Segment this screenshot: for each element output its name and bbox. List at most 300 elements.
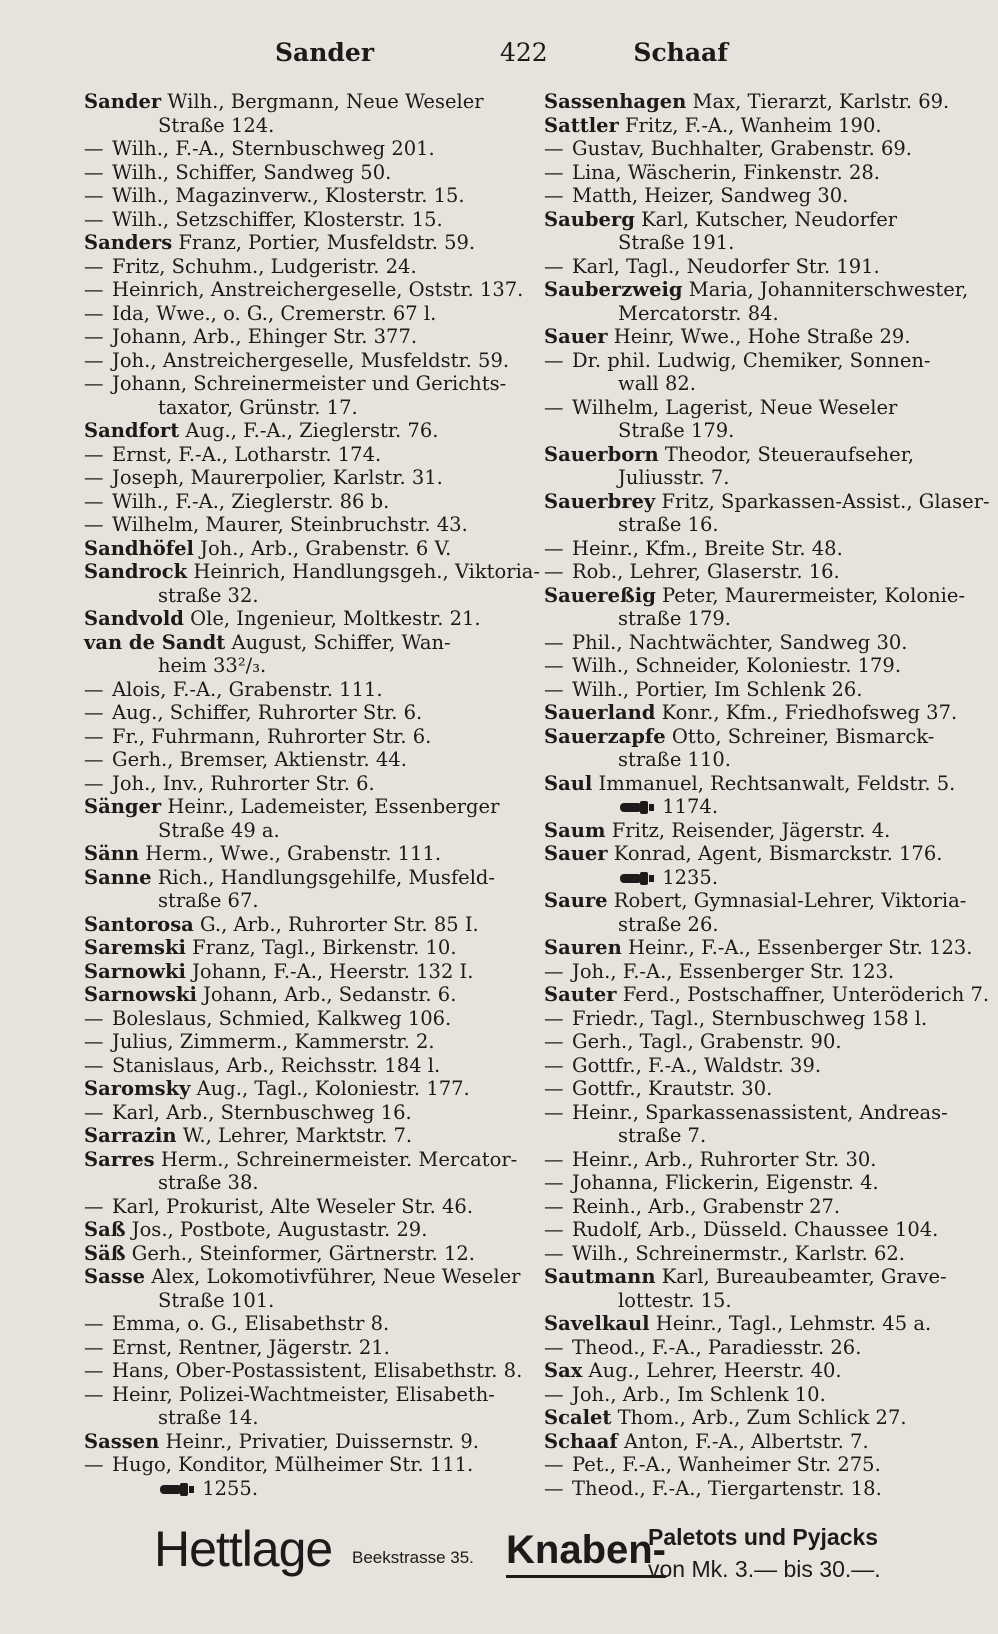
entry-details: Karl, Prokurist, Alte Weseler Str. 46. <box>112 1194 474 1218</box>
repeat-dash: — <box>544 160 564 184</box>
entry-details: Peter, Maurermeister, Kolonie- <box>662 583 966 607</box>
directory-entry <box>544 184 970 208</box>
surname: Sauter <box>544 983 617 1006</box>
surname: Sauberzweig <box>544 278 683 301</box>
directory-entry <box>84 960 510 984</box>
entry-details: Immanuel, Rechtsanwalt, Feldstr. 5. <box>598 771 956 795</box>
header-right-keyword: Schaaf <box>633 38 728 67</box>
entry-details: Johann, Arb., Sedanstr. 6. <box>203 983 457 1006</box>
directory-entry <box>84 1453 510 1477</box>
entry-details: Wilh., F.-A., Zieglerstr. 86 b. <box>112 489 390 513</box>
directory-entry <box>544 936 973 960</box>
directory-entry <box>544 1406 970 1430</box>
entry-details: Aug., F.-A., Zieglerstr. 76. <box>185 419 439 442</box>
left-column <box>84 90 541 1500</box>
directory-entry <box>544 584 970 631</box>
directory-entry <box>544 1359 970 1383</box>
directory-entry <box>84 419 510 443</box>
directory-entry <box>84 1030 510 1054</box>
surname: Sander <box>84 90 162 113</box>
page-header <box>80 38 918 74</box>
directory-entry <box>84 1242 510 1266</box>
entry-continuation: Straße 49 a. <box>158 818 280 842</box>
surname: Scalet <box>544 1406 612 1429</box>
repeat-dash: — <box>84 771 104 795</box>
entry-details: Wilh., Schneider, Koloniestr. 179. <box>572 654 902 677</box>
right-column <box>544 90 990 1500</box>
entry-details: Fritz, Reisender, Jägerstr. 4. <box>611 818 891 842</box>
directory-entry <box>84 1124 510 1148</box>
repeat-dash: — <box>544 184 564 207</box>
directory-entry <box>84 701 510 725</box>
entry-details: Karl, Bureaubeamter, Grave- <box>661 1265 947 1288</box>
entry-details: Joh., Arb., Im Schlenk 10. <box>572 1382 826 1406</box>
entry-continuation: heim 33²/₃. <box>158 654 267 677</box>
entry-details: Heinr, Polizei-Wachtmeister, Elisabeth- <box>112 1382 495 1406</box>
repeat-dash: — <box>544 1218 564 1241</box>
entry-details: Heinr, Wwe., Hohe Straße 29. <box>613 325 911 348</box>
entry-details: Herm., Schreinermeister. Mercator- <box>160 1147 518 1171</box>
directory-entry <box>544 654 970 678</box>
repeat-dash: — <box>544 560 564 583</box>
directory-entry <box>544 1030 970 1054</box>
entry-details: Aug., Tagl., Koloniestr. 177. <box>196 1077 470 1100</box>
telephone-icon <box>618 869 656 887</box>
entry-continuation: straße 179. <box>618 607 731 630</box>
repeat-dash: — <box>84 701 104 724</box>
entry-details: Wilh., Setzschiffer, Klosterstr. 15. <box>112 207 443 231</box>
surname: Säß <box>84 1241 126 1265</box>
surname: Sanders <box>84 231 173 254</box>
entry-details: Wilh., Magazinverw., Klosterstr. 15. <box>112 184 465 207</box>
directory-entry <box>84 231 510 255</box>
entry-continuation: straße 26. <box>618 912 719 936</box>
directory-entry <box>84 795 510 842</box>
repeat-dash: — <box>84 207 104 231</box>
directory-entry <box>84 748 510 772</box>
surname: Santorosa <box>84 912 194 936</box>
directory-entry <box>84 255 510 279</box>
directory-entry <box>84 208 510 232</box>
repeat-dash: — <box>544 1147 564 1171</box>
entry-details: Heinrich, Anstreichergeselle, Oststr. 137. <box>112 278 524 301</box>
entry-details: Max, Tierarzt, Karlstr. 69. <box>692 90 950 113</box>
directory-entry <box>544 396 970 443</box>
directory-entry <box>84 137 510 161</box>
surname: Sauberg <box>544 207 635 231</box>
entry-details: Boleslaus, Schmied, Kalkweg 106. <box>112 1006 452 1030</box>
entry-continuation: straße 32. <box>158 583 259 607</box>
entry-continuation: straße 16. <box>618 513 719 536</box>
directory-entry <box>544 725 970 772</box>
directory-entry <box>84 1147 518 1195</box>
repeat-dash: — <box>84 1453 104 1476</box>
surname: Sattler <box>544 113 619 137</box>
repeat-dash: — <box>84 348 104 372</box>
entry-details: Fritz, Sparkassen-Assist., Glaser- <box>661 489 990 513</box>
entry-details: Stanislaus, Arb., Reichsstr. 184 l. <box>112 1053 441 1077</box>
entry-details: Heinr., Kfm., Breite Str. 48. <box>572 536 843 560</box>
repeat-dash: — <box>84 1100 104 1124</box>
directory-entry <box>544 114 970 138</box>
directory-entry <box>544 1195 970 1219</box>
directory-entry <box>84 537 510 561</box>
entry-details: Fritz, Schuhm., Ludgeristr. 24. <box>112 254 417 278</box>
directory-entry <box>544 560 970 584</box>
directory-entry <box>84 372 510 419</box>
entry-details: Ernst, F.-A., Lotharstr. 174. <box>112 442 382 466</box>
directory-entry <box>84 1312 510 1336</box>
entry-details: Herm., Wwe., Grabenstr. 111. <box>145 842 442 865</box>
entry-details: Wilh., F.-A., Sternbuschweg 201. <box>112 137 435 160</box>
entry-details: Heinr., Tagl., Lehmstr. 45 a. <box>655 1312 932 1335</box>
entry-details: Gottfr., F.-A., Waldstr. 39. <box>572 1053 822 1077</box>
surname: Sasse <box>84 1265 146 1288</box>
directory-entry <box>544 278 970 325</box>
entry-details: Maria, Johanniterschwester, <box>688 278 969 301</box>
entry-details: Konrad, Agent, Bismarckstr. 176. <box>613 842 943 865</box>
repeat-dash: — <box>84 184 104 207</box>
entry-details: Aug., Lehrer, Heerstr. 40. <box>588 1359 842 1382</box>
entry-details: Dr. phil. Ludwig, Chemiker, Sonnen- <box>572 348 931 372</box>
repeat-dash: — <box>84 160 104 184</box>
telephone-number: 1235. <box>656 865 719 889</box>
directory-entry <box>544 1312 970 1336</box>
directory-entry <box>544 325 970 349</box>
entry-details: Joh., Arb., Grabenstr. 6 V. <box>200 536 452 560</box>
page-number: 422 <box>500 38 548 67</box>
surname: Sauren <box>544 936 622 959</box>
entry-details: Konr., Kfm., Friedhofsweg 37. <box>661 701 958 724</box>
ad-brand: Hettlage <box>154 1521 333 1577</box>
directory-entry <box>544 1101 970 1148</box>
entry-details: Emma, o. G., Elisabethstr 8. <box>112 1312 390 1335</box>
repeat-dash: — <box>544 1006 564 1030</box>
entry-continuation: taxator, Grünstr. 17. <box>158 395 358 419</box>
repeat-dash: — <box>544 1030 564 1053</box>
repeat-dash: — <box>84 1006 104 1030</box>
directory-entry <box>544 255 970 279</box>
surname: Savelkaul <box>544 1312 650 1335</box>
entry-continuation: Straße 179. <box>618 419 735 442</box>
directory-entry <box>544 349 970 396</box>
ad-knaben: Knaben- <box>506 1528 666 1578</box>
entry-details: Alois, F.-A., Grabenstr. 111. <box>112 677 383 701</box>
repeat-dash: — <box>84 1382 104 1406</box>
entry-details: Heinrich, Handlungsgeh., Viktoria- <box>193 560 541 583</box>
surname: Sauerbrey <box>544 489 656 513</box>
entry-details: Hugo, Konditor, Mülheimer Str. 111. <box>112 1453 474 1476</box>
entry-details: Wilh., Portier, Im Schlenk 26. <box>572 677 863 701</box>
repeat-dash: — <box>84 1030 104 1053</box>
entry-details: Friedr., Tagl., Sternbuschweg 158 l. <box>572 1006 928 1030</box>
directory-entry <box>544 866 970 890</box>
directory-entry <box>544 889 970 936</box>
entry-details: Wilh., Schiffer, Sandweg 50. <box>112 160 392 184</box>
directory-entry <box>84 1430 510 1454</box>
directory-entry <box>84 161 510 185</box>
entry-details: Wilhelm, Lagerist, Neue Weseler <box>572 395 898 419</box>
directory-entry <box>84 678 510 702</box>
entry-details: Joseph, Maurerpolier, Karlstr. 31. <box>112 466 443 489</box>
repeat-dash: — <box>544 677 564 701</box>
directory-entry <box>544 1336 970 1360</box>
ad-address: Beekstrasse 35. <box>352 1548 474 1567</box>
directory-entry <box>84 184 510 208</box>
entry-details: Johann, F.-A., Heerstr. 132 I. <box>192 959 474 983</box>
repeat-dash: — <box>84 1335 104 1359</box>
directory-entry <box>544 1242 970 1266</box>
entry-details: Fr., Fuhrmann, Ruhrorter Str. 6. <box>112 724 432 748</box>
repeat-dash: — <box>544 1335 564 1359</box>
telephone-icon <box>158 1480 196 1498</box>
directory-entry <box>84 490 510 514</box>
entry-details: G., Arb., Ruhrorter Str. 85 I. <box>200 912 479 936</box>
entry-details: Karl, Arb., Sternbuschweg 16. <box>112 1100 412 1124</box>
directory-entry <box>544 208 970 255</box>
directory-entry <box>84 560 541 607</box>
directory-entry <box>84 936 510 960</box>
entry-details: Theod., F.-A., Tiergartenstr. 18. <box>572 1476 882 1500</box>
surname: van de Sandt <box>84 630 226 654</box>
entry-details: Pet., F.-A., Wanheimer Str. 275. <box>572 1453 881 1476</box>
telephone-number: 1255. <box>196 1476 259 1500</box>
repeat-dash: — <box>84 254 104 278</box>
telephone-number: 1174. <box>656 795 719 818</box>
surname: Sarnowski <box>84 983 197 1006</box>
directory-entry <box>84 513 510 537</box>
repeat-dash: — <box>84 1194 104 1218</box>
repeat-dash: — <box>84 724 104 748</box>
entry-details: Alex, Lokomotivführer, Neue Weseler <box>151 1265 521 1288</box>
directory-entry <box>544 960 970 984</box>
entry-details: August, Schiffer, Wan- <box>231 630 451 654</box>
directory-entry <box>84 772 510 796</box>
directory-entry <box>544 1218 970 1242</box>
entry-continuation: Straße 101. <box>158 1288 275 1312</box>
directory-entry <box>544 842 970 866</box>
entry-continuation: Straße 191. <box>618 231 735 254</box>
entry-continuation: lottestr. 15. <box>618 1288 732 1312</box>
surname: Sassenhagen <box>544 90 687 113</box>
directory-entry <box>84 983 510 1007</box>
entry-details: Johanna, Flickerin, Eigenstr. 4. <box>572 1171 879 1194</box>
repeat-dash: — <box>84 278 104 301</box>
directory-entry <box>84 913 510 937</box>
telephone-icon <box>618 798 656 816</box>
entry-details: Julius, Zimmerm., Kammerstr. 2. <box>112 1030 435 1053</box>
repeat-dash: — <box>544 254 564 278</box>
directory-entry <box>84 1383 510 1430</box>
entry-details: Thom., Arb., Zum Schlick 27. <box>617 1406 907 1429</box>
repeat-dash: — <box>84 1312 104 1335</box>
ad-products: Paletots und Pyjacks <box>648 1524 879 1550</box>
directory-entry <box>84 1359 523 1383</box>
directory-entry <box>544 819 970 843</box>
directory-entry <box>544 1477 970 1501</box>
entry-details: W., Lehrer, Marktstr. 7. <box>182 1124 413 1147</box>
entry-details: Theod., F.-A., Paradiesstr. 26. <box>572 1335 862 1359</box>
entry-continuation: straße 67. <box>158 889 259 912</box>
directory-entry <box>544 983 990 1007</box>
repeat-dash: — <box>544 1241 564 1265</box>
entry-details: Heinr., Privatier, Duissernstr. 9. <box>165 1429 479 1453</box>
directory-entry <box>84 866 510 913</box>
directory-entry <box>84 1265 521 1312</box>
surname: Sauer <box>544 842 608 865</box>
repeat-dash: — <box>544 654 564 677</box>
directory-entry <box>84 1195 510 1219</box>
entry-details: Rudolf, Arb., Düsseld. Chaussee 104. <box>572 1218 939 1241</box>
repeat-dash: — <box>84 325 104 348</box>
entry-details: Wilh., Bergmann, Neue Weseler <box>167 90 484 113</box>
entry-details: Robert, Gymnasial-Lehrer, Viktoria- <box>613 889 967 912</box>
entry-details: Wilh., Schreinermstr., Karlstr. 62. <box>572 1241 905 1265</box>
surname: Sax <box>544 1359 583 1382</box>
directory-entry <box>544 443 970 490</box>
repeat-dash: — <box>84 442 104 466</box>
entry-continuation: wall 82. <box>618 372 696 395</box>
repeat-dash: — <box>544 1453 564 1476</box>
entry-details: Joh., F.-A., Essenberger Str. 123. <box>572 959 895 983</box>
entry-continuation: straße 14. <box>158 1406 259 1429</box>
header-left-keyword: Sander <box>275 38 374 67</box>
entry-details: Gerh., Tagl., Grabenstr. 90. <box>572 1030 842 1053</box>
directory-entry <box>84 466 510 490</box>
entry-details: Joh., Inv., Ruhrorter Str. 6. <box>112 771 375 795</box>
repeat-dash: — <box>544 348 564 372</box>
surname: Sautmann <box>544 1265 656 1288</box>
surname: Sandfort <box>84 419 180 442</box>
directory-entry <box>544 678 970 702</box>
entry-details: Anton, F.-A., Albertstr. 7. <box>624 1429 869 1453</box>
repeat-dash: — <box>544 1077 564 1100</box>
directory-entry <box>544 1430 970 1454</box>
directory-entry <box>84 443 510 467</box>
directory-entry <box>84 302 510 326</box>
ad-prices: von Mk. 3.— bis 30.—. <box>648 1556 881 1582</box>
entry-details: Otto, Schreiner, Bismarck- <box>671 724 935 748</box>
entry-details: Karl, Kutscher, Neudorfer <box>641 207 898 231</box>
repeat-dash: — <box>84 1359 104 1382</box>
directory-entry <box>84 1101 510 1125</box>
repeat-dash: — <box>84 677 104 701</box>
directory-entry <box>544 1453 970 1477</box>
surname: Sänger <box>84 795 162 818</box>
surname: Sanne <box>84 865 152 889</box>
directory-entry <box>544 1148 970 1172</box>
repeat-dash: — <box>544 137 564 160</box>
repeat-dash: — <box>84 748 104 771</box>
entry-continuation: Juliusstr. 7. <box>618 466 730 489</box>
directory-entry <box>84 325 510 349</box>
surname: Saß <box>84 1218 126 1241</box>
surname: Schaaf <box>544 1429 618 1453</box>
entry-details: Rob., Lehrer, Glaserstr. 16. <box>572 560 840 583</box>
directory-entry <box>544 1007 970 1031</box>
entry-details: Phil., Nachtwächter, Sandweg 30. <box>572 630 908 654</box>
directory-entry <box>544 701 970 725</box>
repeat-dash: — <box>544 1100 564 1124</box>
repeat-dash: — <box>544 1053 564 1077</box>
directory-entry <box>84 1336 510 1360</box>
surname: Sänn <box>84 842 140 865</box>
surname: Sandrock <box>84 560 188 583</box>
surname: Saure <box>544 889 608 912</box>
entry-details: Lina, Wäscherin, Finkenstr. 28. <box>572 160 880 184</box>
entry-details: Ole, Ingenieur, Moltkestr. 21. <box>190 607 481 630</box>
entry-details: Franz, Tagl., Birkenstr. 10. <box>192 936 457 959</box>
surname: Sandvold <box>84 607 184 630</box>
directory-entry <box>544 137 970 161</box>
entry-continuation: Straße 124. <box>158 113 275 137</box>
repeat-dash: — <box>544 1171 564 1194</box>
entry-details: Gerh., Steinformer, Gärtnerstr. 12. <box>131 1241 475 1265</box>
directory-entry <box>84 349 510 373</box>
entry-details: Ernst, Rentner, Jägerstr. 21. <box>112 1335 390 1359</box>
repeat-dash: — <box>84 466 104 489</box>
entry-details: Hans, Ober-Postassistent, Elisabethstr. 8. <box>112 1359 523 1382</box>
repeat-dash: — <box>544 1194 564 1218</box>
surname: Sarrazin <box>84 1124 177 1147</box>
entry-details: Franz, Portier, Musfeldstr. 59. <box>178 231 476 254</box>
repeat-dash: — <box>544 395 564 419</box>
entry-continuation: straße 110. <box>618 748 731 771</box>
directory-entry <box>84 278 524 302</box>
directory-entry <box>544 537 970 561</box>
surname: Sarres <box>84 1147 155 1171</box>
directory-entry <box>544 1054 970 1078</box>
entry-details: Ida, Wwe., o. G., Cremerstr. 67 l. <box>112 301 437 325</box>
surname: Sarnowki <box>84 959 186 983</box>
entry-continuation: Mercatorstr. 84. <box>618 301 779 325</box>
entry-details: Reinh., Arb., Grabenstr 27. <box>572 1194 841 1218</box>
surname: Saul <box>544 771 593 795</box>
entry-details: Heinr., Sparkassenassistent, Andreas- <box>572 1100 948 1124</box>
repeat-dash: — <box>544 959 564 983</box>
directory-entry <box>84 1077 510 1101</box>
surname: Sauerland <box>544 701 656 724</box>
entry-details: Heinr., F.-A., Essenberger Str. 123. <box>627 936 973 959</box>
surname: Saremski <box>84 936 186 959</box>
directory-entry <box>544 489 990 537</box>
directory-entry <box>84 90 510 137</box>
entry-details: Aug., Schiffer, Ruhrorter Str. 6. <box>112 701 423 724</box>
directory-entry <box>544 90 970 114</box>
surname: Sandhöfel <box>84 536 194 560</box>
directory-entry <box>84 842 510 866</box>
entry-details: Wilhelm, Maurer, Steinbruchstr. 43. <box>112 513 468 536</box>
repeat-dash: — <box>544 536 564 560</box>
repeat-dash: — <box>84 372 104 395</box>
entry-details: Fritz, F.-A., Wanheim 190. <box>625 113 882 137</box>
surname: Sauereßig <box>544 583 656 607</box>
directory-entry <box>84 1007 510 1031</box>
repeat-dash: — <box>544 630 564 654</box>
advertisement <box>110 1520 930 1620</box>
directory-entry <box>84 1477 510 1501</box>
surname: Sassen <box>84 1429 160 1453</box>
directory-entry <box>84 1054 510 1078</box>
entry-details: Gottfr., Krautstr. 30. <box>572 1077 773 1100</box>
repeat-dash: — <box>544 1476 564 1500</box>
entry-continuation: straße 7. <box>618 1124 707 1147</box>
entry-details: Matth, Heizer, Sandweg 30. <box>572 184 849 207</box>
repeat-dash: — <box>84 301 104 325</box>
entry-details: Johann, Arb., Ehinger Str. 377. <box>112 325 418 348</box>
entry-details: Gerh., Bremser, Aktienstr. 44. <box>112 748 407 771</box>
directory-entry <box>544 1171 970 1195</box>
